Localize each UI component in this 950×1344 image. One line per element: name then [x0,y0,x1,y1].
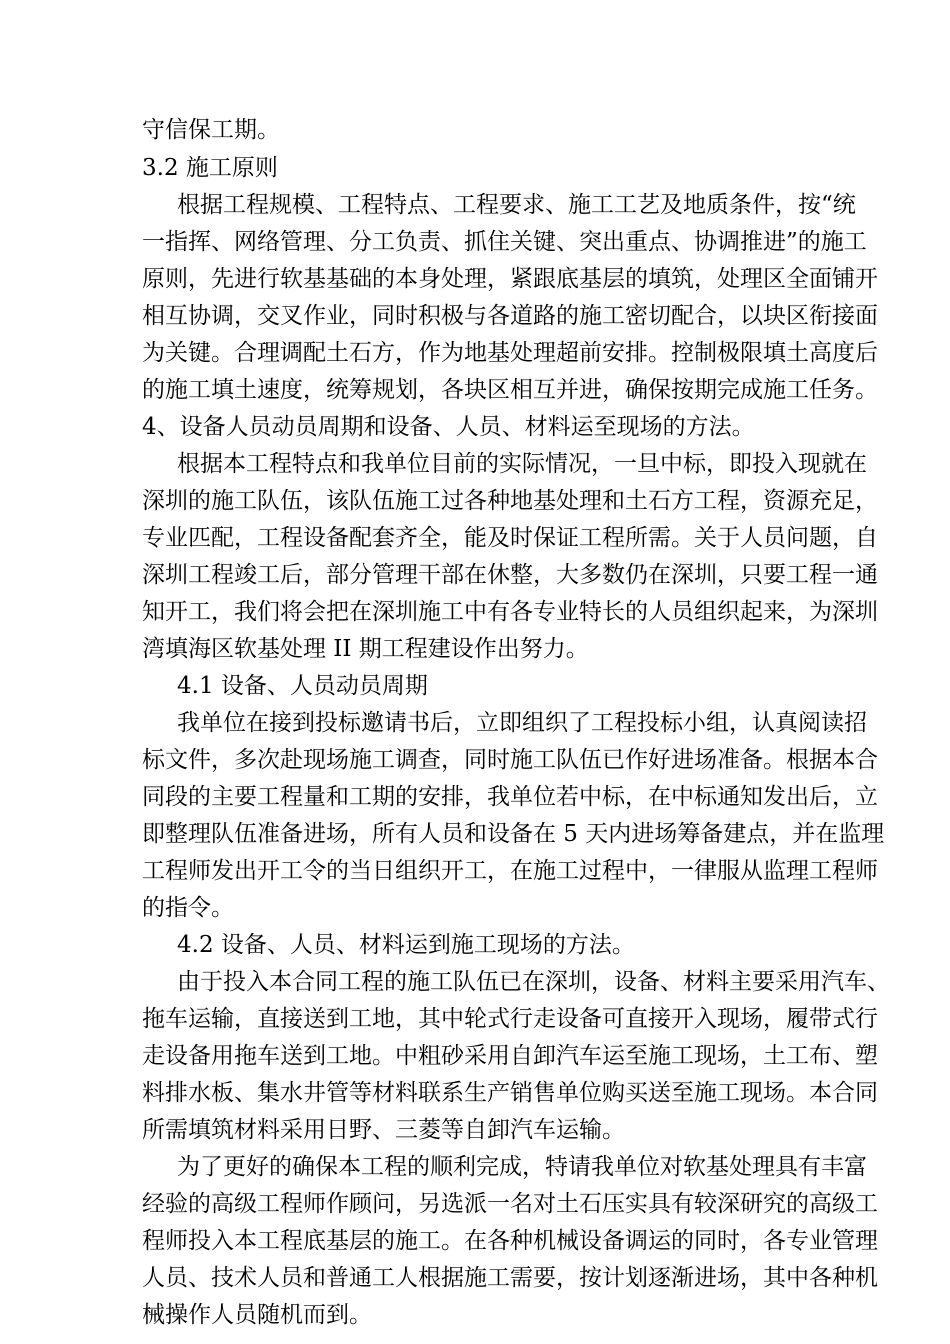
text-line: 深圳工程竣工后，部分管理干部在休整，大多数仍在深圳，只要工程一通 [142,562,878,588]
text-line: 程师投入本工程底基层的施工。在各种机械设备调运的同时，各专业管理 [142,1228,878,1254]
text-line: 械操作人员随机而到。 [142,1302,372,1328]
text-line: 标文件，多次赴现场施工调查，同时施工队伍已作好进场准备。根据本合 [142,747,878,773]
text-line: 知开工，我们将会把在深圳施工中有各专业特长的人员组织起来，为深圳 [142,599,878,625]
text-line: 工程师发出开工令的当日组织开工，在施工过程中，一律服从监理工程师 [142,858,878,884]
text-line: 同段的主要工程量和工期的安排，我单位若中标，在中标通知发出后，立 [142,784,878,810]
text-line: 即整理队伍准备进场，所有人员和设备在 5 天内进场筹备建点，并在监理 [142,821,885,847]
text-line: 为关键。合理调配土石方，作为地基处理超前安排。控制极限填土高度后 [142,340,878,366]
section-heading: 4、设备人员动员周期和设备、人员、材料运至现场的方法。 [142,414,755,440]
text-line: 的施工填土速度，统筹规划，各块区相互并进，确保按期完成施工任务。 [142,377,878,403]
text-line: 根据工程规模、工程特点、工程要求、施工工艺及地质条件，按“统 [177,192,856,218]
text-line: 原则，先进行软基基础的本身处理，紧跟底基层的填筑，处理区全面铺开 [142,266,878,292]
text-line: 根据本工程特点和我单位目前的实际情况，一旦中标，即投入现就在 [177,451,867,477]
text-line: 所需填筑材料采用日野、三菱等自卸汽车运输。 [142,1117,625,1143]
section-heading: 4.1 设备、人员动员周期 [177,673,428,699]
text-line: 深圳的施工队伍，该队伍施工过各种地基处理和土石方工程，资源充足， [142,488,878,514]
text-line: 为了更好的确保本工程的顺利完成，特请我单位对软基处理具有丰富 [177,1154,867,1180]
text-line: 守信保工期。 [142,117,280,143]
text-line: 由于投入本合同工程的施工队伍已在深圳，设备、材料主要采用汽车、 [177,969,890,995]
section-heading: 3.2 施工原则 [142,155,278,181]
text-line: 相互协调，交叉作业，同时积极与各道路的施工密切配合，以块区衔接面 [142,303,878,329]
text-line: 走设备用拖车送到工地。中粗砂采用自卸汽车运至施工现场，土工布、塑 [142,1043,878,1069]
text-line: 一指挥、网络管理、分工负责、抓住关键、突出重点、协调推进”的施工 [142,229,867,255]
text-line: 拖车运输，直接送到工地，其中轮式行走设备可直接开入现场，履带式行 [142,1006,878,1032]
text-line: 人员、技术人员和普通工人根据施工需要，按计划逐渐进场，其中各种机 [142,1265,878,1291]
text-line: 料排水板、集水井管等材料联系生产销售单位购买送至施工现场。本合同 [142,1080,878,1106]
text-line: 经验的高级工程师作顾问，另选派一名对土石压实具有较深研究的高级工 [142,1191,878,1217]
text-line: 湾填海区软基处理 II 期工程建设作出努力。 [142,636,589,662]
text-line: 我单位在接到投标邀请书后，立即组织了工程投标小组，认真阅读招 [177,710,867,736]
text-line: 专业匹配，工程设备配套齐全，能及时保证工程所需。关于人员问题，自 [142,525,878,551]
section-heading: 4.2 设备、人员、材料运到施工现场的方法。 [177,932,635,958]
text-line: 的指令。 [142,895,234,921]
